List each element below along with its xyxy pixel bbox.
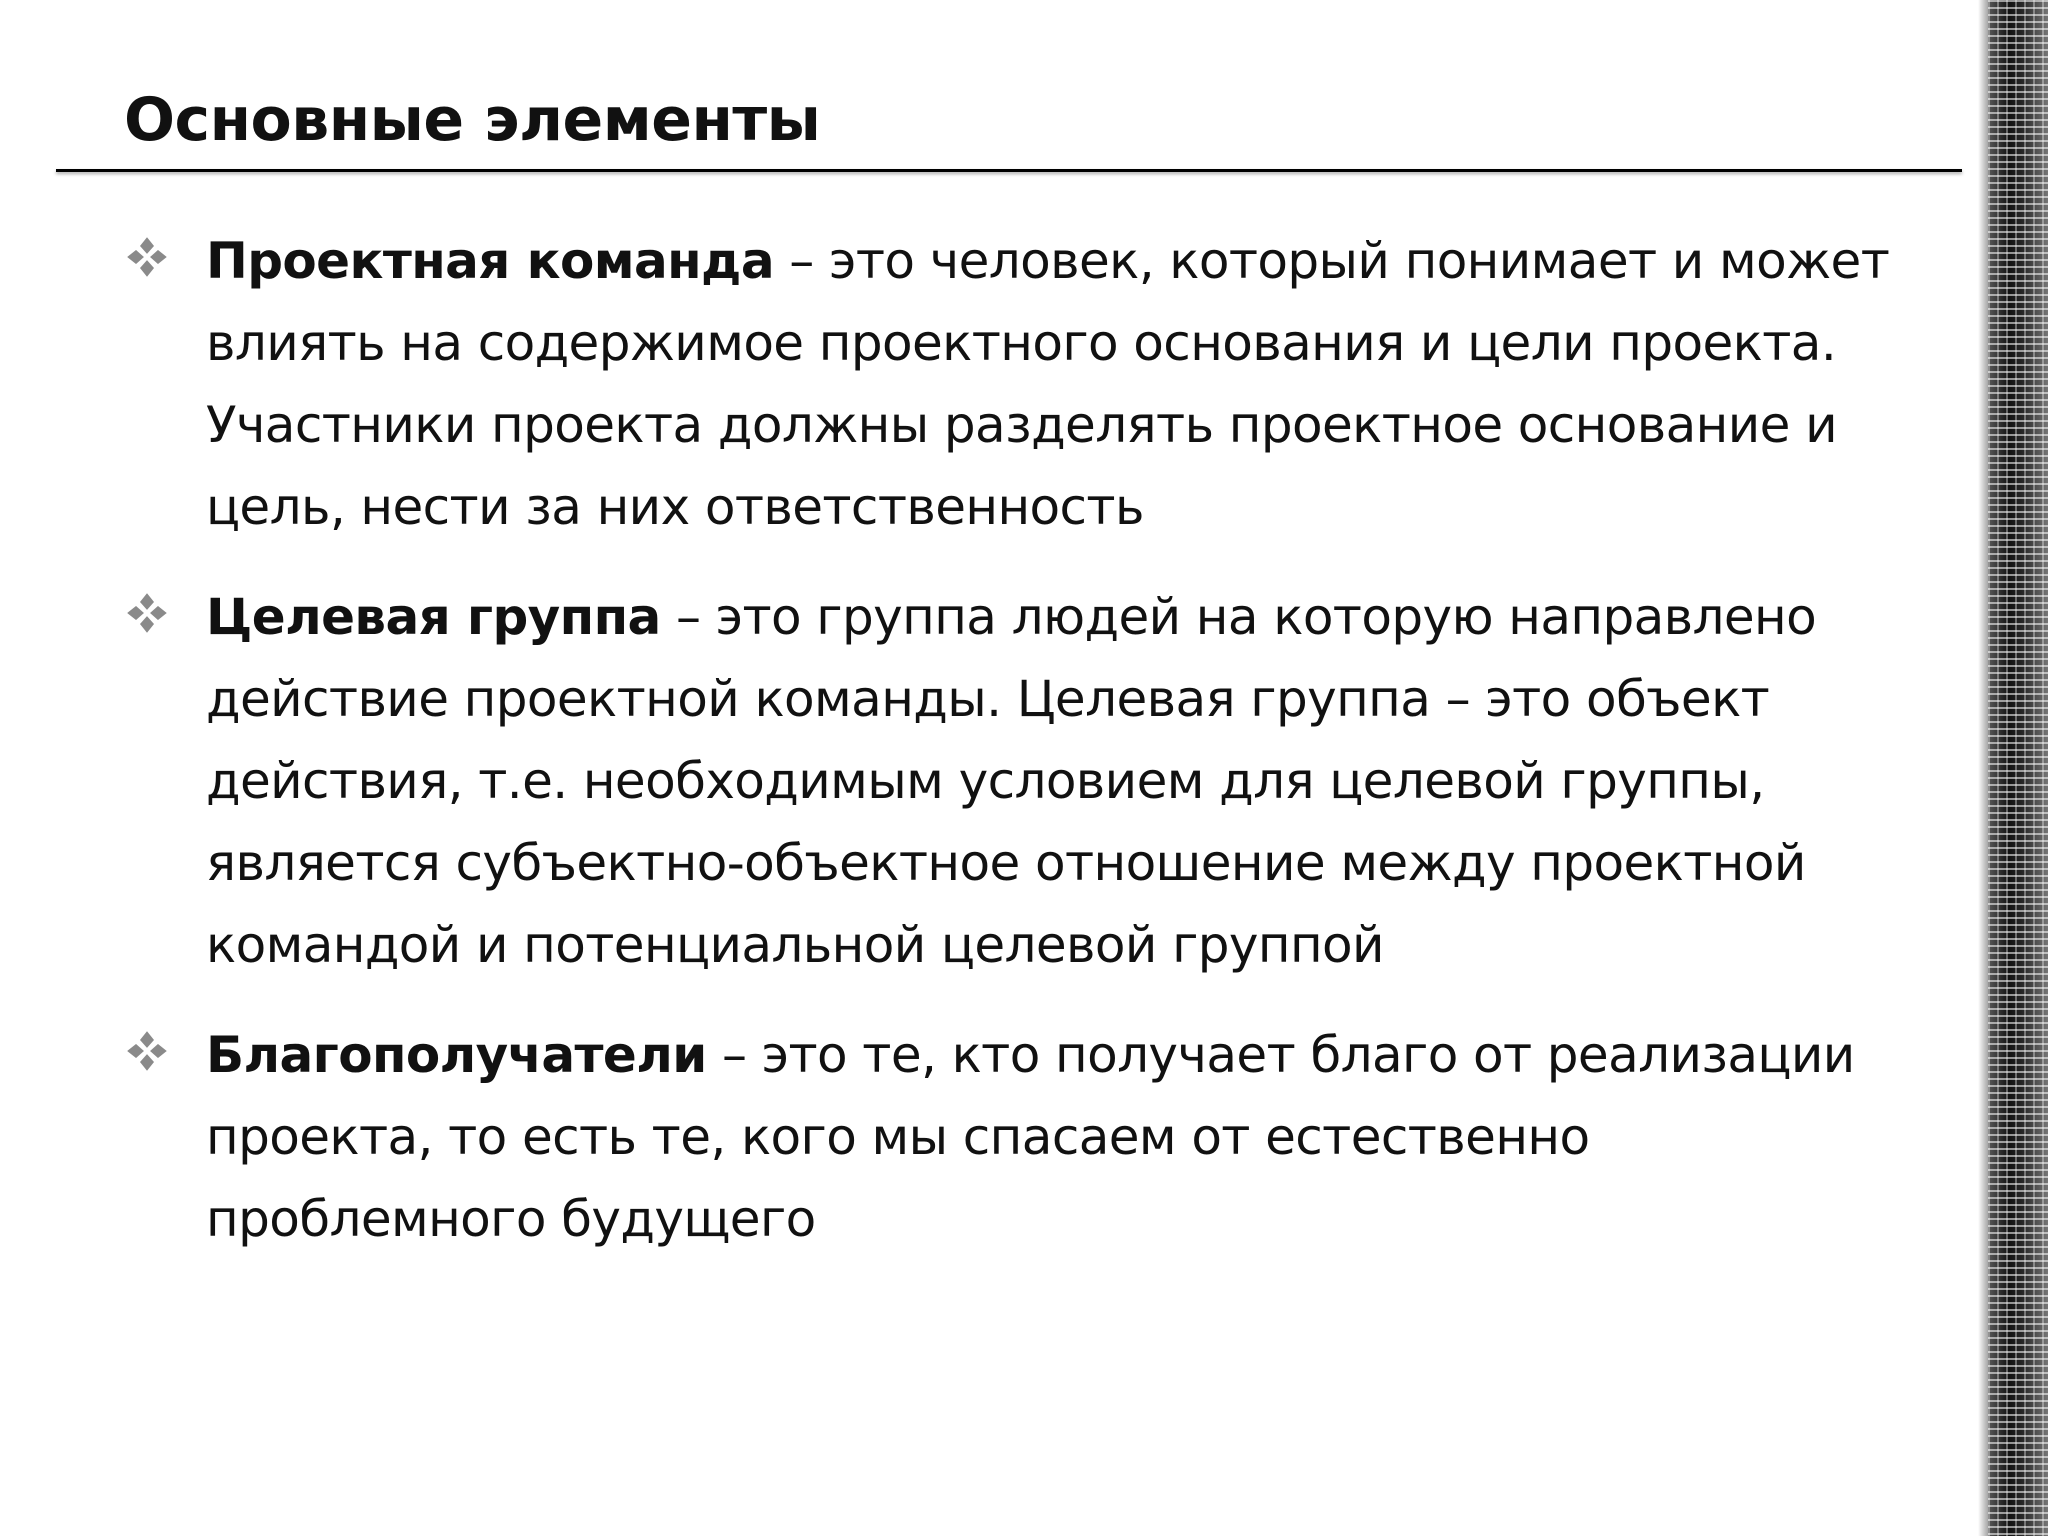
bullet-definition: – это человек, который понимает и может влиять на содержимое проектного основания и цели проекта. Участники проекта должны разделять проектное основание и цель, нести за них ответственность [206,232,1890,536]
four-diamond-bullet-icon [124,234,170,280]
bullet-definition: – это те, кто получает благо от реализации проекта, то есть те, кого мы спасаем от естественно проблемного будущего [206,1026,1855,1248]
four-diamond-bullet-icon [124,590,170,636]
bullet-term: Целевая группа [206,588,661,646]
title-divider [56,169,1962,172]
decorative-side-shadow [1978,0,1988,1536]
bullet-term: Проектная команда [206,232,774,290]
bullet-term: Благополучатели [206,1026,707,1084]
four-diamond-bullet-icon [124,1028,170,1074]
bullet-item-target-group [124,576,1924,986]
bullet-text [206,220,1924,548]
bullet-definition: – это группа людей на которую направлено действие проектной команды. Целевая группа – это объект действия, т.е. необходимым условием для целевой группы, является субъектно-объектное отношение между проектной командой и потенциальной целевой группой [206,588,1817,974]
bullet-text [206,576,1924,986]
bullet-text [206,1014,1924,1260]
decorative-side-strip [1988,0,2048,1536]
bullet-list [124,220,1924,1288]
bullet-item-beneficiaries [124,1014,1924,1260]
slide-title: Основные элементы [124,85,821,155]
bullet-item-project-team [124,220,1924,548]
